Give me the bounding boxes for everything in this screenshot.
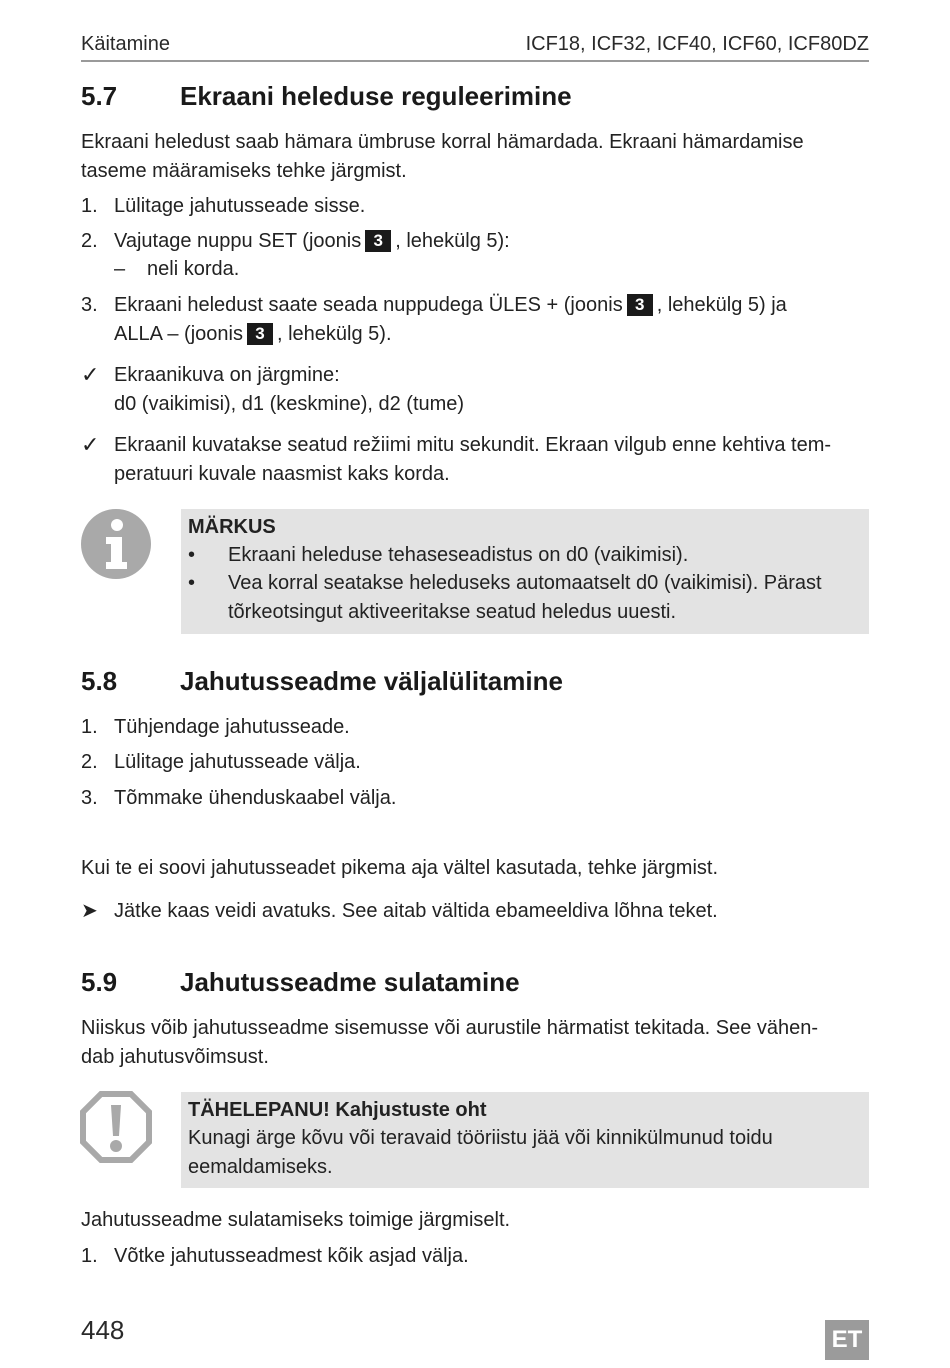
- figure-ref-badge: 3: [247, 323, 273, 345]
- list-text: neli korda.: [147, 258, 240, 280]
- list-item: [81, 227, 871, 256]
- list-text: Võtke jahutusseadmest kõik asjad välja.: [114, 1245, 469, 1267]
- bullet-marker: •: [188, 544, 196, 566]
- info-icon: [80, 508, 152, 580]
- action-text: Jätke kaas veidi avatuks. See aitab vältida ebameeldiva lõhna teket.: [114, 900, 718, 922]
- bullet-marker: •: [188, 572, 196, 594]
- result-text: Ekraanikuva on järgmine: d0 (vaikimisi), d1 (keskmine), d2 (tume): [114, 364, 465, 415]
- caution-title: TÄHELEPANU! Kahjustuste oht: [188, 1099, 487, 1121]
- note-bullet-item: [188, 569, 868, 626]
- figure-ref-badge: 3: [365, 230, 391, 252]
- list-number: 1.: [81, 1245, 98, 1267]
- arrow-icon: ➤: [81, 900, 98, 922]
- page-number: 448: [81, 1315, 125, 1345]
- header-section: Käitamine: [81, 33, 170, 55]
- bullet-text: Ekraani heleduse tehaseseadistus on d0 (vaikimisi).: [228, 544, 689, 566]
- language-badge: ET: [825, 1320, 869, 1360]
- note-box: [181, 509, 869, 634]
- list-item: [81, 1242, 871, 1271]
- section-heading-5-9: [81, 966, 871, 998]
- list-item: [81, 713, 871, 742]
- list-number: 3.: [81, 294, 98, 316]
- check-icon: ✓: [81, 362, 100, 387]
- list-item: [81, 192, 871, 221]
- result-item: [81, 431, 871, 488]
- section-title: Jahutusseadme väljalülitamine: [180, 666, 563, 696]
- text-line: taseme määramiseks tehke järgmist.: [81, 159, 407, 182]
- list-number: 2.: [81, 751, 98, 773]
- check-icon: ✓: [81, 432, 100, 457]
- section-title: Ekraani heleduse reguleerimine: [180, 81, 572, 111]
- list-number: 1.: [81, 716, 98, 738]
- list-text: Tõmmake ühenduskaabel välja.: [114, 787, 397, 809]
- text-line: ALLA – (joonis 3 , lehekülg 5).: [114, 322, 392, 345]
- list-text: Lülitage jahutusseade välja.: [114, 751, 361, 773]
- note-title: MÄRKUS: [188, 516, 276, 538]
- intro-paragraph: [81, 1014, 871, 1071]
- text-line: Niiskus võib jahutusseadme sisemusse või aurustile härmatist tekitada. See vähen-: [81, 1017, 819, 1039]
- section-number: 5.7: [81, 81, 118, 111]
- warning-icon: [80, 1091, 152, 1163]
- note-bullet-item: [188, 541, 868, 570]
- list-number: 1.: [81, 195, 98, 217]
- caution-text: Kunagi ärge kõvu või teravaid tööriistu jää või kinnikülmunud toidu eemaldamiseks.: [188, 1127, 773, 1178]
- sub-list-item: [114, 255, 814, 284]
- result-text: Ekraanil kuvatakse seatud režiimi mitu sekundit. Ekraan vilgub enne kehtiva tem- peratuuri kuvale naasmist kaks korda.: [114, 434, 832, 485]
- header-rule: [81, 60, 869, 62]
- dash-marker: –: [114, 258, 126, 280]
- list-text: Tühjendage jahutusseade.: [114, 716, 350, 738]
- list-number: 2.: [81, 230, 98, 252]
- header-models: ICF18, ICF32, ICF40, ICF60, ICF80DZ: [525, 33, 869, 55]
- section-heading-5-7: [81, 80, 871, 112]
- list-item: [81, 291, 871, 348]
- text-line: Ekraani heledust saab hämara ümbruse korral hämardada. Ekraani hämardamise: [81, 131, 804, 153]
- list-text: Lülitage jahutusseade sisse.: [114, 195, 366, 217]
- section-title: Jahutusseadme sulatamine: [180, 967, 520, 997]
- list-text: [114, 291, 871, 348]
- action-item: [81, 897, 871, 926]
- paragraph: Jahutusseadme sulatamiseks toimige järgmiselt.: [81, 1209, 511, 1231]
- text-line: Ekraani heledust saate seada nuppudega ÜLES + (joonis 3 , lehekülg 5) ja: [114, 294, 787, 316]
- caution-box: [181, 1092, 869, 1188]
- section-number: 5.9: [81, 967, 118, 997]
- section-heading-5-8: [81, 665, 871, 697]
- list-number: 3.: [81, 787, 98, 809]
- figure-ref-badge: 3: [627, 294, 653, 316]
- list-item: [81, 748, 871, 777]
- list-item: [81, 784, 871, 813]
- bullet-text: Vea korral seatakse heleduseks automaatselt d0 (vaikimisi). Pärast tõrkeotsingut aktiveeritakse seatud heledus uuesti.: [228, 572, 822, 623]
- paragraph: Kui te ei soovi jahutusseadet pikema aja vältel kasutada, tehke järgmist.: [81, 857, 719, 879]
- text-line: dab jahutusvõimsust.: [81, 1045, 269, 1068]
- list-text: Vajutage nuppu SET (joonis 3 , lehekülg 5):: [114, 230, 510, 252]
- intro-paragraph: [81, 128, 871, 185]
- section-number: 5.8: [81, 666, 118, 696]
- result-item: [81, 361, 871, 418]
